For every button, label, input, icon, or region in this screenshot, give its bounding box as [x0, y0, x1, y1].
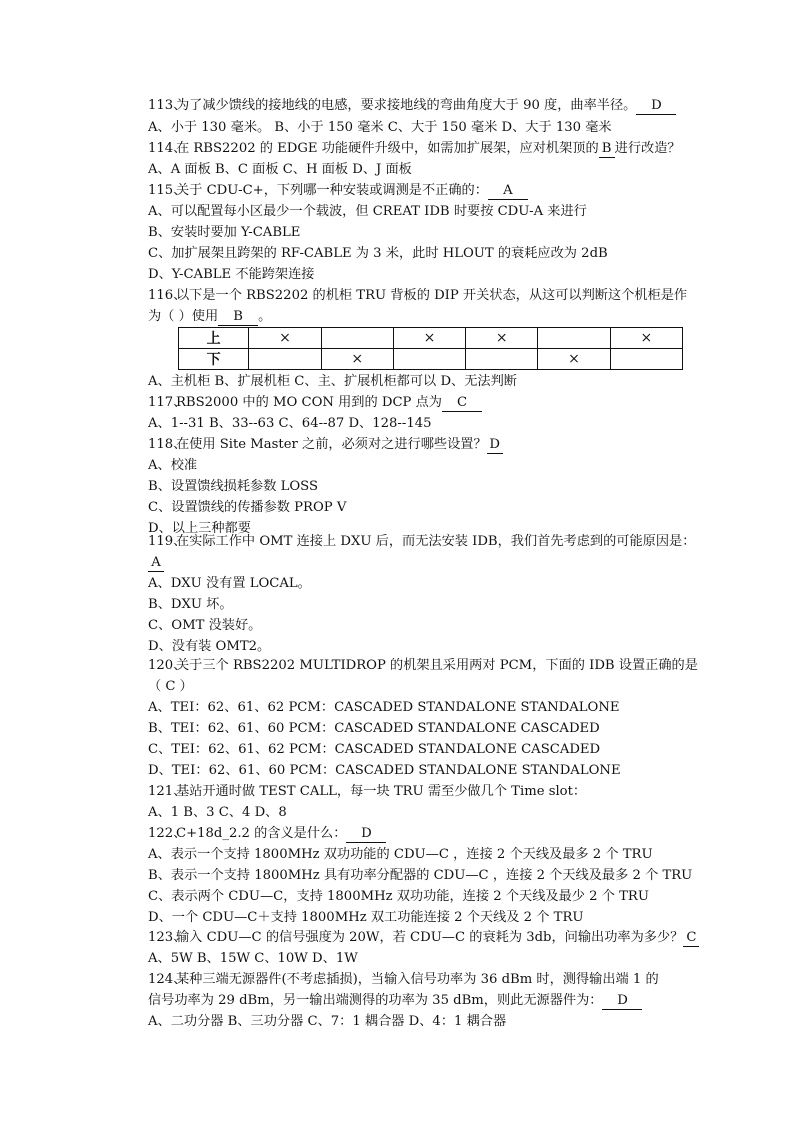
option-115-a: A、可以配置每小区最少一个载波，但 CREAT IDB 时要按 CDU-A 来进行 [148, 204, 587, 219]
answer-122: D [346, 826, 386, 843]
question-117: 117、RBS2000 中的 MO CON 用到的 DCP 点为 C [148, 393, 482, 413]
question-121: 121、基站开通时做 TEST CALL，每一块 TRU 需至少做几个 Time slot： [148, 784, 587, 799]
option-115-d: D、Y-CABLE 不能跨架连接 [148, 267, 315, 282]
option-115-c: C、加扩展架且跨架的 RF-CABLE 为 3 米，此时 HLOUT 的衰耗应改为 2dB [148, 246, 608, 261]
options-114: A、A 面板 B、C 面板 C、H 面板 D、J 面板 [148, 162, 412, 177]
option-120-d: D、TEI：62、61、60 PCM：CASCADED STANDALONE STANDALONE [148, 763, 621, 778]
option-118-d: D、以上三种都要 [148, 521, 251, 536]
option-122-c: C、表示两个 CDU—C，支持 1800MHz 双功功能，连接 2 个天线及最少 2 个 TRU [148, 889, 649, 904]
dip-row-up-label: 上 [179, 328, 249, 349]
option-120-a: A、TEI：62、61、62 PCM：CASCADED STANDALONE STANDALONE [148, 700, 620, 715]
dip-cell [249, 349, 321, 370]
dip-row-down-label: 下 [179, 349, 249, 370]
option-115-b: B、安装时要加 Y-CABLE [148, 225, 301, 240]
dip-cell [466, 349, 538, 370]
options-123: A、5W B、15W C、10W D、1W [148, 951, 358, 966]
option-119-d: D、没有装 OMT2。 [148, 639, 271, 654]
options-116: A、主机柜 B、扩展机柜 C、主、扩展机柜都可以 D、无法判断 [148, 374, 517, 389]
question-118: 118、在使用 Site Master 之前，必须对之进行哪些设置？ D [148, 435, 503, 455]
question-119-cont [148, 553, 164, 573]
option-120-c: C、TEI：62、61、62 PCM：CASCADED STANDALONE CASCADED [148, 742, 601, 757]
option-122-d: D、一个 CDU—C＋支持 1800MHz 双工功能连接 2 个天线及 2 个 TRU [148, 910, 584, 925]
question-120: 120、关于三个 RBS2202 MULTIDROP 的机架且采用两对 PCM，下面的 IDB 设置正确的是 [148, 658, 698, 673]
question-124-cont: 信号功率为 29 dBm，另一输出端测得的功率为 35 dBm，则此无源器件为： D [148, 991, 642, 1011]
options-113: A、小于 130 毫米。 B、小于 150 毫米 C、大于 150 毫米 D、大于 130 毫米 [148, 120, 612, 135]
dip-cell: × [610, 328, 682, 349]
dip-cell: × [321, 349, 393, 370]
dip-cell: × [466, 328, 538, 349]
dip-cell: × [393, 328, 465, 349]
option-119-c: C、OMT 没装好。 [148, 618, 262, 633]
answer-123: C [683, 930, 699, 947]
question-120-cont: （ C ） [148, 679, 193, 694]
option-119-b: B、DXU 坏。 [148, 597, 233, 612]
dip-cell [610, 349, 682, 370]
option-119-a: A、DXU 没有置 LOCAL。 [148, 576, 311, 591]
question-115: 115、关于 CDU-C+，下列哪一种安装或调测是不正确的： A [148, 181, 528, 201]
answer-117: C [442, 395, 482, 412]
option-118-b: B、设置馈线损耗参数 LOSS [148, 479, 318, 494]
options-117: A、1--31 B、33--63 C、64--87 D、128--145 [148, 416, 432, 431]
dip-cell: × [538, 349, 610, 370]
question-114: 114、在 RBS2202 的 EDGE 功能硬件升级中，如需加扩展架，应对机架顶的 B 进行改造？ [148, 141, 681, 156]
question-116: 116、以下是一个 RBS2202 的机柜 TRU 背板的 DIP 开关状态，从这可以判断这个机柜是作 [148, 288, 688, 303]
option-118-c: C、设置馈线的传播参数 PROP V [148, 500, 347, 515]
answer-119: A [148, 555, 164, 572]
question-116-cont: 为（ ）使用 B 。 [148, 309, 272, 324]
dip-cell: × [249, 328, 321, 349]
dip-switch-table [178, 327, 683, 370]
question-123: 123、输入 CDU—C 的信号强度为 20W，若 CDU—C 的衰耗为 3db，问输出功率为多少？ C [148, 928, 699, 948]
question-124: 124、某种三端无源器件(不考虑插损)，当输入信号功率为 36 dBm 时，测得输出端 1 的 [148, 972, 659, 987]
dip-cell [538, 328, 610, 349]
dip-row-up [179, 328, 683, 349]
answer-116: B [218, 309, 258, 326]
dip-cell [393, 349, 465, 370]
dip-cell [321, 328, 393, 349]
option-118-a: A、校准 [148, 458, 198, 473]
answer-114: B [599, 141, 615, 158]
option-122-b: B、表示一个支持 1800MHz 具有功率分配器的 CDU—C ，连接 2 个天线及最多 2 个 TRU [148, 868, 693, 883]
options-121: A、1 B、3 C、4 D、8 [148, 805, 287, 820]
answer-124: D [602, 993, 642, 1010]
answer-118: D [487, 437, 503, 454]
answer-115: A [488, 183, 528, 200]
question-119: 119、在实际工作中 OMT 连接上 DXU 后，而无法安装 IDB，我们首先考虑到的可能原因是： [148, 534, 696, 549]
question-113: 113、为了减少馈线的接地线的电感，要求接地线的弯曲角度大于 90 度，曲率半径。 D [148, 96, 676, 116]
question-122: 122、C+18d_2.2 的含义是什么： D [148, 824, 386, 844]
options-124: A、二功分器 B、三功分器 C、7：1 耦合器 D、4：1 耦合器 [148, 1014, 507, 1029]
option-120-b: B、TEI：62、61、60 PCM：CASCADED STANDALONE CASCADED [148, 721, 600, 736]
answer-113: D [636, 98, 676, 115]
option-122-a: A、表示一个支持 1800MHz 双功功能的 CDU—C ，连接 2 个天线及最多 2 个 TRU [148, 847, 653, 862]
dip-row-down [179, 349, 683, 370]
